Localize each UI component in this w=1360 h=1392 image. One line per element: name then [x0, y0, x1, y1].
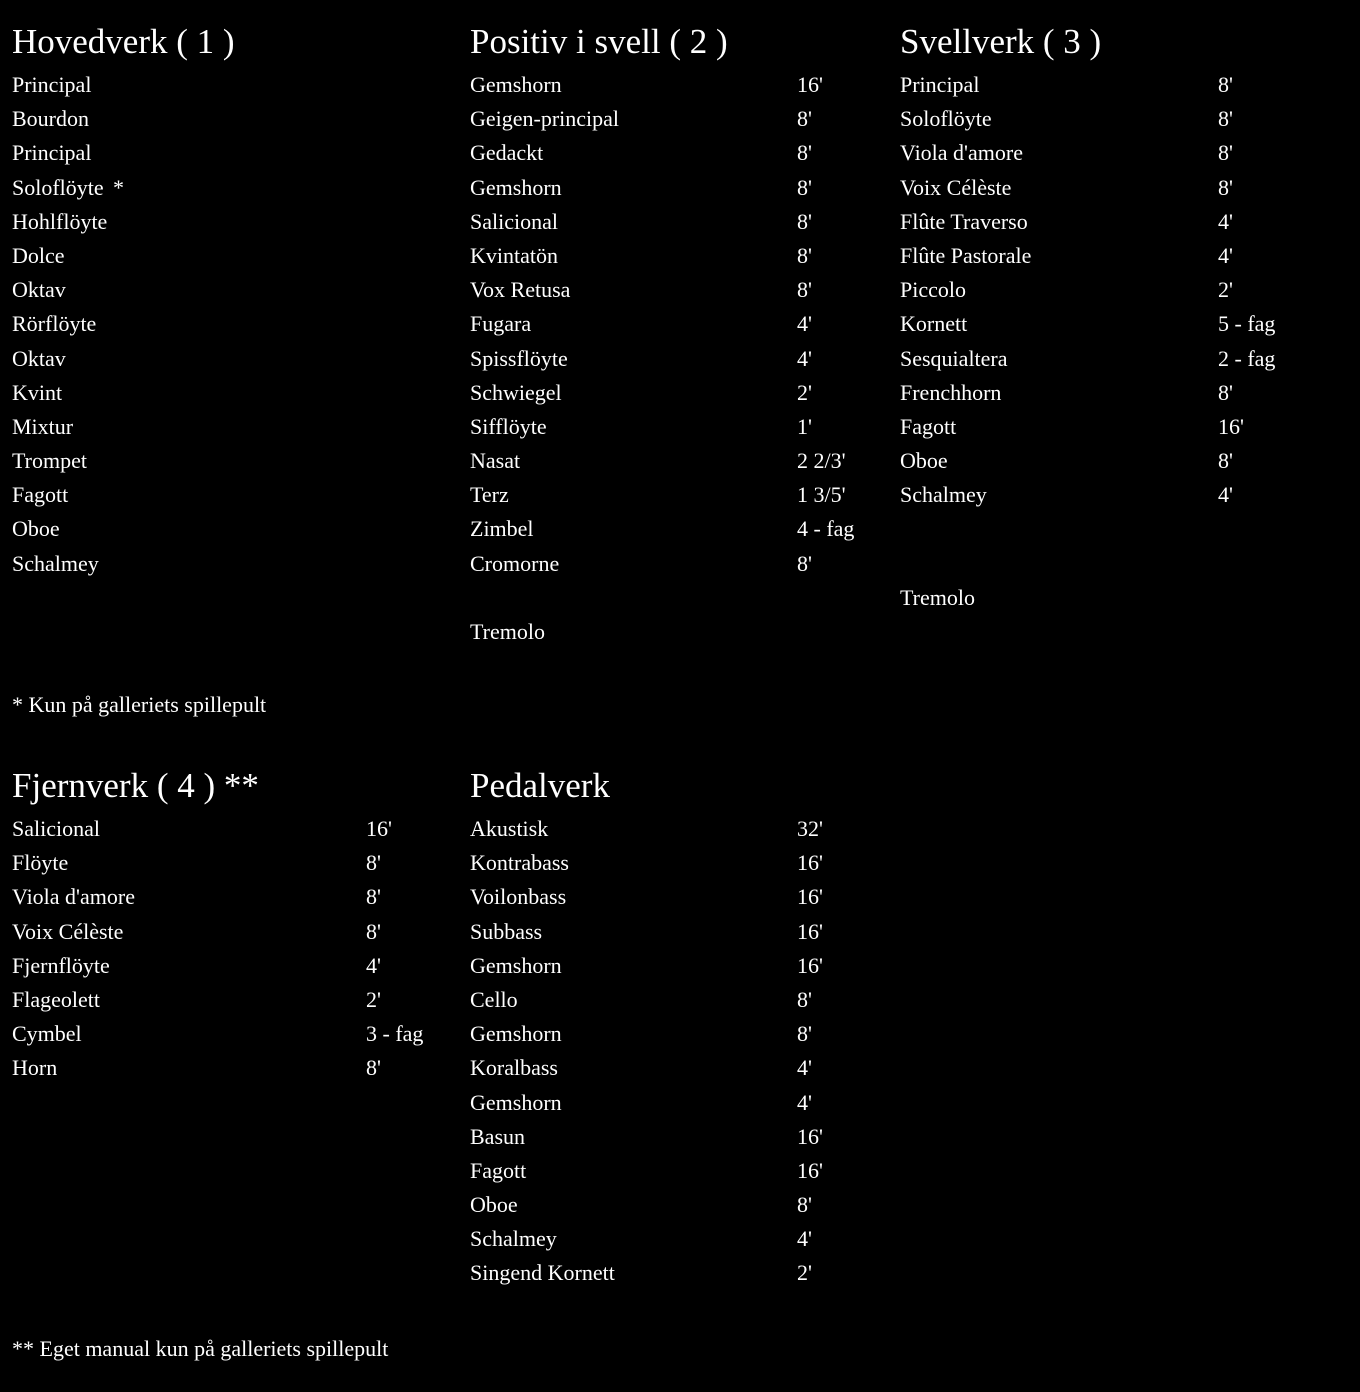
stop-name: Fagott	[470, 1157, 527, 1183]
stop-name: Flûte Pastorale	[900, 242, 1032, 268]
stop-name: Cromorne	[470, 550, 560, 576]
stop-name: Oktav	[12, 345, 66, 371]
stop-size: 8'	[366, 1055, 381, 1081]
stop-row	[470, 846, 890, 880]
stop-name: Spissflöyte	[470, 345, 568, 371]
stop-size: 16'	[797, 1157, 823, 1183]
stop-name: Nasat	[470, 448, 521, 474]
stop-name: Kvintatön	[470, 242, 558, 268]
stop-size: 5 - fag	[1218, 311, 1276, 337]
stop-row	[12, 205, 452, 239]
footnote-galleri: * Kun på galleriets spillepult	[12, 692, 267, 717]
section-svellverk	[900, 22, 1340, 615]
stop-row	[900, 239, 1340, 273]
section-fjernverk	[12, 766, 452, 1086]
stop-name: Kontrabass	[470, 850, 569, 876]
stop-name: Oboe	[900, 448, 948, 474]
stop-row	[470, 1017, 890, 1051]
stop-name: Salicional	[12, 816, 100, 841]
stop-row	[470, 444, 890, 478]
stop-name: Vox Retusa	[470, 277, 571, 303]
stop-name: Voilonbass	[470, 884, 567, 910]
stop-size: 8'	[1218, 174, 1233, 200]
stop-name: Viola d'amore	[12, 884, 135, 910]
stop-size: 4'	[1218, 242, 1233, 268]
footnote-eget-manual: ** Eget manual kun på galleriets spillepult	[12, 1336, 389, 1361]
stop-name: Mixtur	[12, 413, 74, 439]
stop-name: Singend Kornett	[470, 1260, 615, 1286]
stop-row	[470, 136, 890, 170]
stop-size: 2'	[1218, 277, 1233, 303]
stop-name: Schwiegel	[470, 379, 562, 405]
stop-list	[12, 68, 452, 581]
stop-row	[12, 915, 452, 949]
stop-size: 16'	[797, 952, 823, 978]
stop-size: 8'	[797, 550, 812, 576]
stop-row	[12, 136, 452, 170]
stop-row	[470, 342, 890, 376]
stop-size: 2 2/3'	[797, 448, 846, 474]
stop-size: 2 - fag	[1218, 345, 1276, 371]
stop-size: 4'	[366, 952, 381, 978]
stop-row	[470, 1086, 890, 1120]
stop-size: 16'	[797, 1123, 823, 1149]
stop-row	[470, 512, 890, 546]
stop-name: Gemshorn	[470, 174, 562, 200]
stop-name: Gemshorn	[470, 1089, 562, 1115]
stop-row	[12, 444, 452, 478]
stop-name: Soloflöyte	[12, 174, 104, 200]
stop-name: Fjernflöyte	[12, 952, 110, 978]
footnote-mark: *	[113, 174, 124, 200]
stop-row	[470, 547, 890, 581]
section-title: Pedalverk	[470, 766, 610, 805]
stop-name: Geigen-principal	[470, 106, 620, 132]
tremolo-label: Tremolo	[470, 619, 545, 644]
stop-row	[12, 376, 452, 410]
stop-name: Oboe	[470, 1192, 518, 1218]
stop-name: Dolce	[12, 242, 65, 268]
stop-size: 16'	[797, 884, 823, 910]
stop-name: Oboe	[12, 516, 60, 542]
stop-name: Cello	[470, 986, 518, 1012]
stop-row	[12, 342, 452, 376]
stop-name: Schalmey	[470, 1226, 557, 1252]
stop-row	[900, 171, 1340, 205]
section-hovedverk	[12, 22, 452, 581]
stop-size: 2'	[366, 986, 381, 1012]
stop-row	[900, 376, 1340, 410]
stop-name: Fagott	[12, 482, 69, 508]
stop-row	[12, 812, 452, 846]
stop-name: Zimbel	[470, 516, 534, 542]
section-title: Fjernverk ( 4 ) **	[12, 766, 259, 805]
stop-row	[900, 307, 1340, 341]
stop-row	[470, 1188, 890, 1222]
stop-row	[900, 136, 1340, 170]
stop-row	[470, 1120, 890, 1154]
section-positiv	[470, 22, 890, 649]
stop-row	[12, 547, 452, 581]
section-title: Positiv i svell ( 2 )	[470, 22, 728, 61]
stop-size: 8'	[797, 242, 812, 268]
stop-row	[470, 915, 890, 949]
stop-name: Schalmey	[900, 482, 987, 508]
stop-row	[900, 273, 1340, 307]
stop-name: Bourdon	[12, 106, 89, 132]
stop-row	[12, 307, 452, 341]
stop-size: 16'	[366, 816, 392, 841]
stop-name: Voix Célèste	[900, 174, 1012, 200]
stop-row	[12, 410, 452, 444]
stop-size: 8'	[797, 986, 812, 1012]
stop-row	[900, 478, 1340, 512]
stop-row	[470, 880, 890, 914]
stop-size: 4'	[797, 1055, 812, 1081]
stop-size: 8'	[366, 850, 381, 876]
stop-name: Kvint	[12, 379, 63, 405]
stop-size: 8'	[1218, 140, 1233, 166]
stop-row	[12, 68, 452, 102]
section-title: Svellverk ( 3 )	[900, 22, 1102, 61]
stop-list	[470, 68, 890, 581]
stop-size: 8'	[1218, 106, 1233, 132]
stop-row	[470, 1222, 890, 1256]
stop-size: 4'	[797, 311, 812, 337]
section-title: Hovedverk ( 1 )	[12, 22, 235, 61]
stop-name: Akustisk	[470, 816, 549, 841]
stop-size: 2'	[797, 1260, 812, 1286]
stop-name: Horn	[12, 1055, 58, 1081]
stop-size: 16'	[797, 918, 823, 944]
stop-row	[470, 1256, 890, 1290]
stop-row	[470, 1154, 890, 1188]
stop-row	[12, 1051, 452, 1085]
stop-size: 8'	[797, 1021, 812, 1047]
spacer	[900, 547, 1340, 581]
stop-name: Gemshorn	[470, 952, 562, 978]
stop-name: Schalmey	[12, 550, 99, 576]
stop-row	[470, 983, 890, 1017]
stop-size: 8'	[1218, 72, 1233, 97]
stop-row	[12, 102, 452, 136]
stop-name: Frenchhorn	[900, 379, 1002, 405]
stop-row	[12, 880, 452, 914]
spacer	[900, 512, 1340, 546]
stop-size: 8'	[797, 140, 812, 166]
spacer	[470, 581, 890, 615]
stop-row	[470, 478, 890, 512]
stop-name: Principal	[12, 72, 92, 97]
stop-name: Flageolett	[12, 986, 100, 1012]
stop-size: 1 3/5'	[797, 482, 846, 508]
stop-name: Trompet	[12, 448, 87, 474]
stop-size: 8'	[797, 208, 812, 234]
stop-size: 8'	[366, 918, 381, 944]
stop-row	[470, 812, 890, 846]
stop-size: 8'	[797, 1192, 812, 1218]
stop-size: 4'	[797, 345, 812, 371]
stop-size: 16'	[797, 850, 823, 876]
stop-size: 32'	[797, 816, 823, 841]
stop-size: 4'	[797, 1089, 812, 1115]
stop-row	[12, 983, 452, 1017]
stop-name: Soloflöyte	[900, 106, 992, 132]
stop-size: 4'	[1218, 208, 1233, 234]
stop-name: Fagott	[900, 413, 957, 439]
stop-row	[900, 444, 1340, 478]
stop-size: 8'	[797, 106, 812, 132]
stop-name: Cymbel	[12, 1021, 82, 1047]
stop-name: Viola d'amore	[900, 140, 1023, 166]
stop-name: Salicional	[470, 208, 558, 234]
stop-row	[470, 949, 890, 983]
stop-name: Rörflöyte	[12, 311, 97, 337]
stop-name: Piccolo	[900, 277, 966, 303]
stop-row	[900, 342, 1340, 376]
stop-row	[12, 949, 452, 983]
stop-list	[470, 812, 890, 1291]
stop-row	[470, 307, 890, 341]
stop-row	[470, 1051, 890, 1085]
stop-size: 2'	[797, 379, 812, 405]
stop-size: 8'	[1218, 379, 1233, 405]
stop-name: Fugara	[470, 311, 532, 337]
tremolo-row	[470, 615, 890, 649]
stop-name: Principal	[900, 72, 980, 97]
stop-name: Kornett	[900, 311, 968, 337]
stop-row	[470, 239, 890, 273]
stop-row	[470, 273, 890, 307]
stop-row	[12, 171, 452, 205]
stop-row	[900, 68, 1340, 102]
stop-row	[470, 376, 890, 410]
stop-name: Gemshorn	[470, 72, 562, 97]
stop-row	[470, 205, 890, 239]
stop-row	[900, 205, 1340, 239]
stop-name: Principal	[12, 140, 92, 166]
stop-size: 3 - fag	[366, 1021, 424, 1047]
stop-row	[12, 1017, 452, 1051]
stop-name: Sifflöyte	[470, 413, 547, 439]
stop-name: Basun	[470, 1123, 525, 1149]
stop-size: 8'	[1218, 448, 1233, 474]
stop-row	[470, 68, 890, 102]
tremolo-label: Tremolo	[900, 584, 975, 610]
stop-size: 16'	[1218, 413, 1244, 439]
stop-size: 8'	[797, 277, 812, 303]
stop-size: 16'	[797, 72, 823, 97]
stop-row	[12, 478, 452, 512]
stop-list	[12, 812, 452, 1086]
stop-row	[470, 410, 890, 444]
stop-name: Gedackt	[470, 140, 544, 166]
stop-size: 4 - fag	[797, 516, 855, 542]
stop-size: 1'	[797, 413, 812, 439]
stop-row	[12, 512, 452, 546]
stop-row	[12, 846, 452, 880]
stop-row	[12, 273, 452, 307]
section-pedalverk	[470, 766, 890, 1291]
stop-name: Flûte Traverso	[900, 208, 1028, 234]
stop-name: Gemshorn	[470, 1021, 562, 1047]
stop-row	[12, 239, 452, 273]
stop-size: 8'	[797, 174, 812, 200]
stop-row	[470, 171, 890, 205]
stop-name: Oktav	[12, 277, 66, 303]
stop-row	[900, 102, 1340, 136]
stop-row	[900, 410, 1340, 444]
stop-name: Subbass	[470, 918, 543, 944]
stop-list	[900, 68, 1340, 512]
tremolo-row	[900, 581, 1340, 615]
stop-size: 4'	[1218, 482, 1233, 508]
stop-name: Hohlflöyte	[12, 208, 108, 234]
stop-name: Terz	[470, 482, 509, 508]
stop-name: Flöyte	[12, 850, 69, 876]
stop-size: 4'	[797, 1226, 812, 1252]
stop-name: Koralbass	[470, 1055, 558, 1081]
stop-row	[470, 102, 890, 136]
stop-name: Sesquialtera	[900, 345, 1008, 371]
stop-size: 8'	[366, 884, 381, 910]
stop-name: Voix Célèste	[12, 918, 124, 944]
